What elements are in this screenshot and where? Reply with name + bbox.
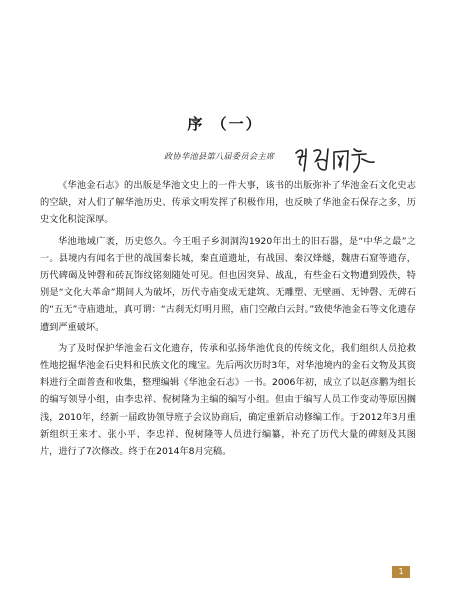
handwritten-signature [292, 143, 380, 175]
page-number: 1 [392, 566, 410, 578]
paragraph: 《华池金石志》的出版是华池文史上的一件大事，该书的出版弥补了华池金石文化史志的空缺，对人们了解华池历史、传承文明发挥了积极作用，也反映了华池金石保存之多，历史文化积淀深厚。 [40, 180, 416, 226]
author-line: 政协华池县第八届委员会主席 [164, 151, 275, 161]
paragraph: 华池地域广袤，历史悠久。今王咀子乡洞洞沟1920年出土的旧石器，是“中华之最”之一。县境内有闻名于世的战国秦长城，秦直道遗址，有战国、秦汉烽燧，魏唐石窟等遗存，历代碑碣及钟磬和砖瓦饰纹铭刻随处可见。但也因突异、战乱，有些金石文物遭到毁佚，特别是“文化大革命”期间人为破坏，历代寺庙变成无建筑、无雕塑、无壁画、无钟磬、无碑石的“五无”寺庙遗址，真可谓：“古刹无灯明月照，庙门空敞白云封。”致使华池金石等文化遗存遭到严重破坏。 [40, 235, 416, 333]
body-text [40, 177, 416, 464]
page-title: 序 （一） [187, 115, 263, 133]
paragraph: 为了及时保护华池金石文化遗存，传承和弘扬华池优良的传统文化，我们组织人员抢救性地挖掘华池金石史料和民族文化的瑰宝。先后两次历时3年，对华池境内的金石文物及其资料进行全面普查和收集，整理编辑《华池金石志》一书。2006年初，成立了以赵彦鹏为组长的编写领导小组，由李忠祥、倪树隆为主编的编写小组。但由于编写人员工作变动等原因搁浅，2010年，经新一届政协领导班子会议协商后，确定重新启动修编工作。于2012年3月重新组织王来才、张小平、李忠祥、倪树隆等人员进行编纂，补充了历代大量的碑刻及其图片，进行了7次修改。终于在2014年8月完稿。 [40, 342, 416, 458]
